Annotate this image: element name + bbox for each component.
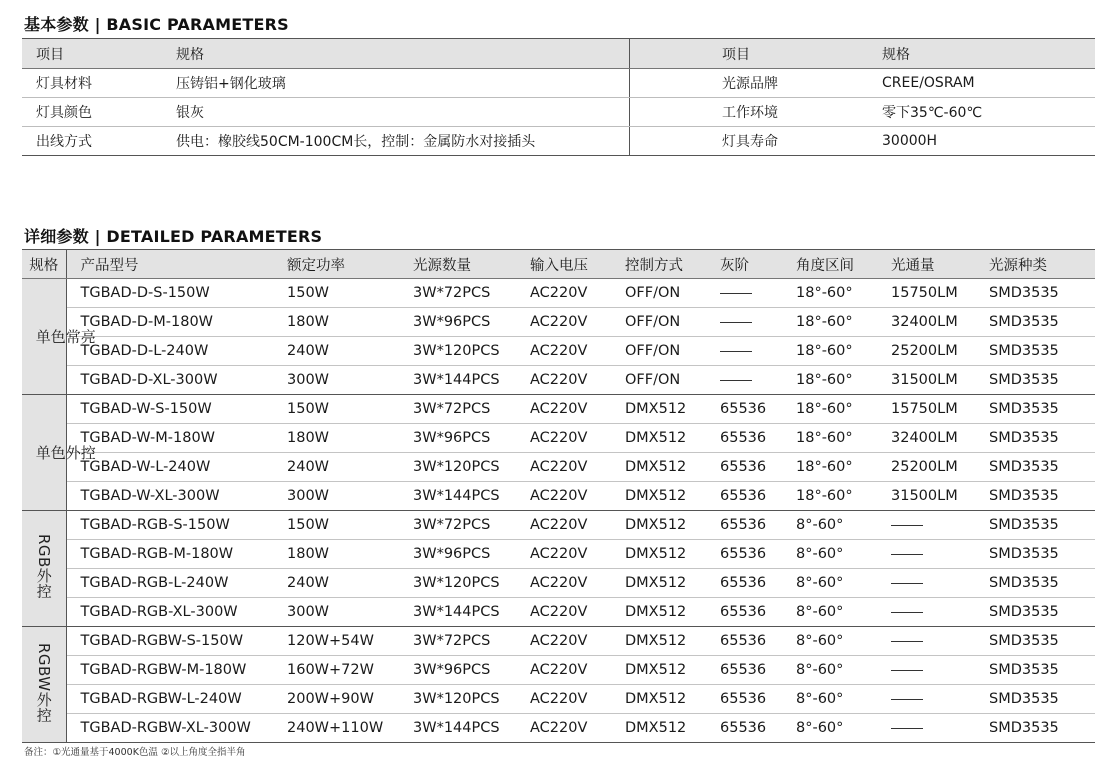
table-cell: AC220V — [516, 540, 611, 569]
table-cell: 3W*120PCS — [399, 685, 516, 714]
table-cell: AC220V — [516, 308, 611, 337]
table-cell: OFF/ON — [611, 279, 706, 308]
table-cell: 3W*96PCS — [399, 424, 516, 453]
table-cell: 65536 — [706, 685, 782, 714]
detailed-header-spec: 规格 — [22, 250, 66, 279]
table-row — [22, 656, 1095, 685]
table-cell: AC220V — [516, 366, 611, 395]
table-cell: 压铸铝+钢化玻璃 — [176, 69, 630, 98]
table-cell: 65536 — [706, 395, 782, 424]
table-cell — [877, 656, 975, 685]
table-row — [22, 279, 1095, 308]
table-cell — [877, 540, 975, 569]
table-cell: TGBAD-D-L-240W — [66, 337, 273, 366]
table-cell: 65536 — [706, 453, 782, 482]
table-cell — [877, 627, 975, 656]
basic-parameters-table — [22, 38, 1095, 156]
table-cell: 65536 — [706, 482, 782, 511]
table-cell: 18°-60° — [782, 279, 877, 308]
dash-mark — [891, 699, 923, 700]
group-label — [22, 627, 66, 743]
table-cell: 15750LM — [877, 395, 975, 424]
detailed-table-body — [22, 279, 1095, 743]
table-row — [22, 308, 1095, 337]
table-cell: 18°-60° — [782, 453, 877, 482]
table-cell: 240W — [273, 453, 399, 482]
table-cell: 15750LM — [877, 279, 975, 308]
table-cell: 32400LM — [877, 308, 975, 337]
table-cell: SMD3535 — [975, 569, 1095, 598]
basic-header-row — [22, 39, 1095, 69]
table-cell: 25200LM — [877, 337, 975, 366]
dash-mark — [891, 641, 923, 642]
table-cell: 3W*144PCS — [399, 714, 516, 743]
table-cell: 3W*96PCS — [399, 540, 516, 569]
table-cell: 零下35℃-60℃ — [882, 98, 1095, 127]
table-row — [22, 714, 1095, 743]
group-label-text: RGBW外控 — [34, 642, 53, 723]
table-row — [22, 511, 1095, 540]
table-row — [22, 424, 1095, 453]
table-cell: 供电：橡胶线50CM-100CM长，控制：金属防水对接插头 — [176, 127, 630, 156]
table-cell — [877, 685, 975, 714]
group-label — [22, 395, 96, 511]
detailed-parameters-title: 详细参数 | DETAILED PARAMETERS — [24, 227, 323, 246]
table-cell: AC220V — [516, 424, 611, 453]
table-cell: TGBAD-RGBW-XL-300W — [66, 714, 273, 743]
table-row — [22, 482, 1095, 511]
table-cell: 8°-60° — [782, 685, 877, 714]
table-cell: AC220V — [516, 627, 611, 656]
basic-header-item: 项目 — [22, 39, 176, 69]
table-cell: 银灰 — [176, 98, 630, 127]
table-row — [22, 685, 1095, 714]
basic-header-spec-2: 规格 — [882, 39, 1095, 69]
table-cell: 31500LM — [877, 482, 975, 511]
table-cell: 150W — [273, 511, 399, 540]
dash-mark — [720, 351, 752, 352]
table-cell: 8°-60° — [782, 656, 877, 685]
detailed-header-cell: 控制方式 — [611, 250, 706, 279]
table-cell: 3W*144PCS — [399, 366, 516, 395]
table-cell: SMD3535 — [975, 453, 1095, 482]
table-cell — [877, 511, 975, 540]
table-cell: 65536 — [706, 540, 782, 569]
table-cell: 65536 — [706, 569, 782, 598]
table-cell: TGBAD-D-XL-300W — [66, 366, 273, 395]
table-row — [22, 569, 1095, 598]
table-cell: DMX512 — [611, 511, 706, 540]
table-cell: SMD3535 — [975, 511, 1095, 540]
table-cell: 工作环境 — [630, 98, 883, 127]
detailed-header-cell: 光源数量 — [399, 250, 516, 279]
group-label-text: 单色常亮 — [35, 327, 96, 346]
detailed-parameters-table — [22, 249, 1095, 743]
table-cell: SMD3535 — [975, 482, 1095, 511]
table-cell: DMX512 — [611, 569, 706, 598]
dash-mark — [891, 583, 923, 584]
table-cell: DMX512 — [611, 685, 706, 714]
group-label — [22, 279, 96, 395]
table-cell: 3W*72PCS — [399, 511, 516, 540]
table-cell: SMD3535 — [975, 627, 1095, 656]
table-cell: 200W+90W — [273, 685, 399, 714]
table-cell: SMD3535 — [975, 395, 1095, 424]
table-cell: OFF/ON — [611, 308, 706, 337]
table-cell: SMD3535 — [975, 598, 1095, 627]
table-cell: 3W*144PCS — [399, 482, 516, 511]
table-cell: 灯具颜色 — [22, 98, 176, 127]
table-cell: 灯具寿命 — [630, 127, 883, 156]
table-cell: 160W+72W — [273, 656, 399, 685]
dash-mark — [891, 525, 923, 526]
table-cell: AC220V — [516, 685, 611, 714]
table-row — [22, 127, 1095, 156]
table-cell: SMD3535 — [975, 540, 1095, 569]
table-cell: 300W — [273, 598, 399, 627]
table-cell: DMX512 — [611, 540, 706, 569]
table-cell: AC220V — [516, 569, 611, 598]
table-cell: 3W*96PCS — [399, 308, 516, 337]
table-cell: SMD3535 — [975, 308, 1095, 337]
basic-header-item-2: 项目 — [630, 39, 883, 69]
table-cell: 180W — [273, 540, 399, 569]
table-cell: 3W*120PCS — [399, 453, 516, 482]
table-cell: DMX512 — [611, 598, 706, 627]
table-row — [22, 627, 1095, 656]
table-cell: 光源品牌 — [630, 69, 883, 98]
table-row — [22, 395, 1095, 424]
table-cell: 8°-60° — [782, 627, 877, 656]
table-cell: TGBAD-W-L-240W — [66, 453, 273, 482]
table-cell: 8°-60° — [782, 511, 877, 540]
table-cell: 8°-60° — [782, 569, 877, 598]
detailed-header-cell: 灰阶 — [706, 250, 782, 279]
table-cell: SMD3535 — [975, 279, 1095, 308]
table-cell: TGBAD-W-XL-300W — [66, 482, 273, 511]
table-cell: TGBAD-W-S-150W — [66, 395, 273, 424]
table-cell: OFF/ON — [611, 337, 706, 366]
group-label-text: RGB外控 — [34, 534, 53, 599]
table-row — [22, 337, 1095, 366]
table-cell: 3W*120PCS — [399, 569, 516, 598]
basic-header-spec: 规格 — [176, 39, 630, 69]
table-cell: 240W+110W — [273, 714, 399, 743]
table-cell: 8°-60° — [782, 598, 877, 627]
table-cell: 150W — [273, 395, 399, 424]
table-cell: SMD3535 — [975, 337, 1095, 366]
detailed-header-cell: 光通量 — [877, 250, 975, 279]
table-row — [22, 366, 1095, 395]
detailed-header-cell: 输入电压 — [516, 250, 611, 279]
table-cell: 3W*96PCS — [399, 656, 516, 685]
table-cell: DMX512 — [611, 482, 706, 511]
table-cell: 300W — [273, 482, 399, 511]
table-row — [22, 98, 1095, 127]
detailed-header-cell: 光源种类 — [975, 250, 1095, 279]
table-cell: AC220V — [516, 279, 611, 308]
table-cell: 32400LM — [877, 424, 975, 453]
table-cell: 18°-60° — [782, 308, 877, 337]
detailed-header-cell: 产品型号 — [66, 250, 273, 279]
table-cell: 240W — [273, 569, 399, 598]
table-cell: SMD3535 — [975, 714, 1095, 743]
table-cell: 18°-60° — [782, 424, 877, 453]
table-cell: 3W*72PCS — [399, 627, 516, 656]
table-cell: 灯具材料 — [22, 69, 176, 98]
table-cell: AC220V — [516, 714, 611, 743]
table-cell: TGBAD-RGBW-S-150W — [66, 627, 273, 656]
table-cell: DMX512 — [611, 627, 706, 656]
table-cell: AC220V — [516, 482, 611, 511]
table-cell: 18°-60° — [782, 366, 877, 395]
table-cell: OFF/ON — [611, 366, 706, 395]
table-cell: 25200LM — [877, 453, 975, 482]
table-cell: 65536 — [706, 511, 782, 540]
table-cell — [877, 598, 975, 627]
table-row — [22, 540, 1095, 569]
dash-mark — [891, 670, 923, 671]
table-cell: TGBAD-D-S-150W — [66, 279, 273, 308]
table-cell: DMX512 — [611, 395, 706, 424]
table-cell: DMX512 — [611, 656, 706, 685]
table-cell — [706, 308, 782, 337]
detailed-header-cell: 角度区间 — [782, 250, 877, 279]
table-cell — [706, 337, 782, 366]
table-cell: TGBAD-RGB-S-150W — [66, 511, 273, 540]
group-label-text: 单色外控 — [35, 443, 96, 462]
table-cell: 8°-60° — [782, 714, 877, 743]
dash-mark — [891, 728, 923, 729]
table-cell: 30000H — [882, 127, 1095, 156]
table-cell: 65536 — [706, 714, 782, 743]
table-cell: 31500LM — [877, 366, 975, 395]
table-cell: DMX512 — [611, 424, 706, 453]
table-cell: SMD3535 — [975, 366, 1095, 395]
table-cell: AC220V — [516, 656, 611, 685]
dash-mark — [891, 554, 923, 555]
table-cell: 8°-60° — [782, 540, 877, 569]
table-cell: TGBAD-RGBW-M-180W — [66, 656, 273, 685]
dash-mark — [720, 322, 752, 323]
table-cell: TGBAD-RGB-L-240W — [66, 569, 273, 598]
table-cell: 65536 — [706, 598, 782, 627]
table-cell: 3W*72PCS — [399, 279, 516, 308]
table-cell: SMD3535 — [975, 424, 1095, 453]
table-cell — [706, 279, 782, 308]
table-cell: AC220V — [516, 395, 611, 424]
table-cell: SMD3535 — [975, 685, 1095, 714]
table-cell: SMD3535 — [975, 656, 1095, 685]
table-cell: AC220V — [516, 598, 611, 627]
dash-mark — [720, 293, 752, 294]
table-cell: DMX512 — [611, 714, 706, 743]
table-cell: CREE/OSRAM — [882, 69, 1095, 98]
table-cell: 18°-60° — [782, 395, 877, 424]
table-cell: 150W — [273, 279, 399, 308]
table-cell: 180W — [273, 424, 399, 453]
table-cell: TGBAD-RGBW-L-240W — [66, 685, 273, 714]
table-cell — [706, 366, 782, 395]
table-cell: 出线方式 — [22, 127, 176, 156]
table-cell: TGBAD-RGB-XL-300W — [66, 598, 273, 627]
table-cell: 18°-60° — [782, 482, 877, 511]
dash-mark — [720, 380, 752, 381]
detailed-header-cell: 额定功率 — [273, 250, 399, 279]
basic-parameters-title: 基本参数 | BASIC PARAMETERS — [24, 15, 289, 34]
table-cell: AC220V — [516, 337, 611, 366]
group-label — [22, 511, 66, 627]
table-row — [22, 453, 1095, 482]
table-cell: 65536 — [706, 627, 782, 656]
table-cell: AC220V — [516, 453, 611, 482]
footnote: 备注：①光通量基于4000K色温 ②以上角度全指半角 — [24, 747, 246, 758]
table-cell: 3W*72PCS — [399, 395, 516, 424]
table-cell: TGBAD-D-M-180W — [66, 308, 273, 337]
table-cell: 18°-60° — [782, 337, 877, 366]
detailed-header-row — [22, 250, 1095, 279]
table-cell: 120W+54W — [273, 627, 399, 656]
table-cell: DMX512 — [611, 453, 706, 482]
table-cell: TGBAD-W-M-180W — [66, 424, 273, 453]
dash-mark — [891, 612, 923, 613]
table-cell — [877, 714, 975, 743]
table-cell: TGBAD-RGB-M-180W — [66, 540, 273, 569]
table-row — [22, 598, 1095, 627]
table-cell: 65536 — [706, 424, 782, 453]
table-cell — [877, 569, 975, 598]
table-cell: 240W — [273, 337, 399, 366]
table-row — [22, 69, 1095, 98]
table-cell: AC220V — [516, 511, 611, 540]
table-cell: 180W — [273, 308, 399, 337]
table-cell: 3W*120PCS — [399, 337, 516, 366]
table-cell: 300W — [273, 366, 399, 395]
table-cell: 3W*144PCS — [399, 598, 516, 627]
table-cell: 65536 — [706, 656, 782, 685]
